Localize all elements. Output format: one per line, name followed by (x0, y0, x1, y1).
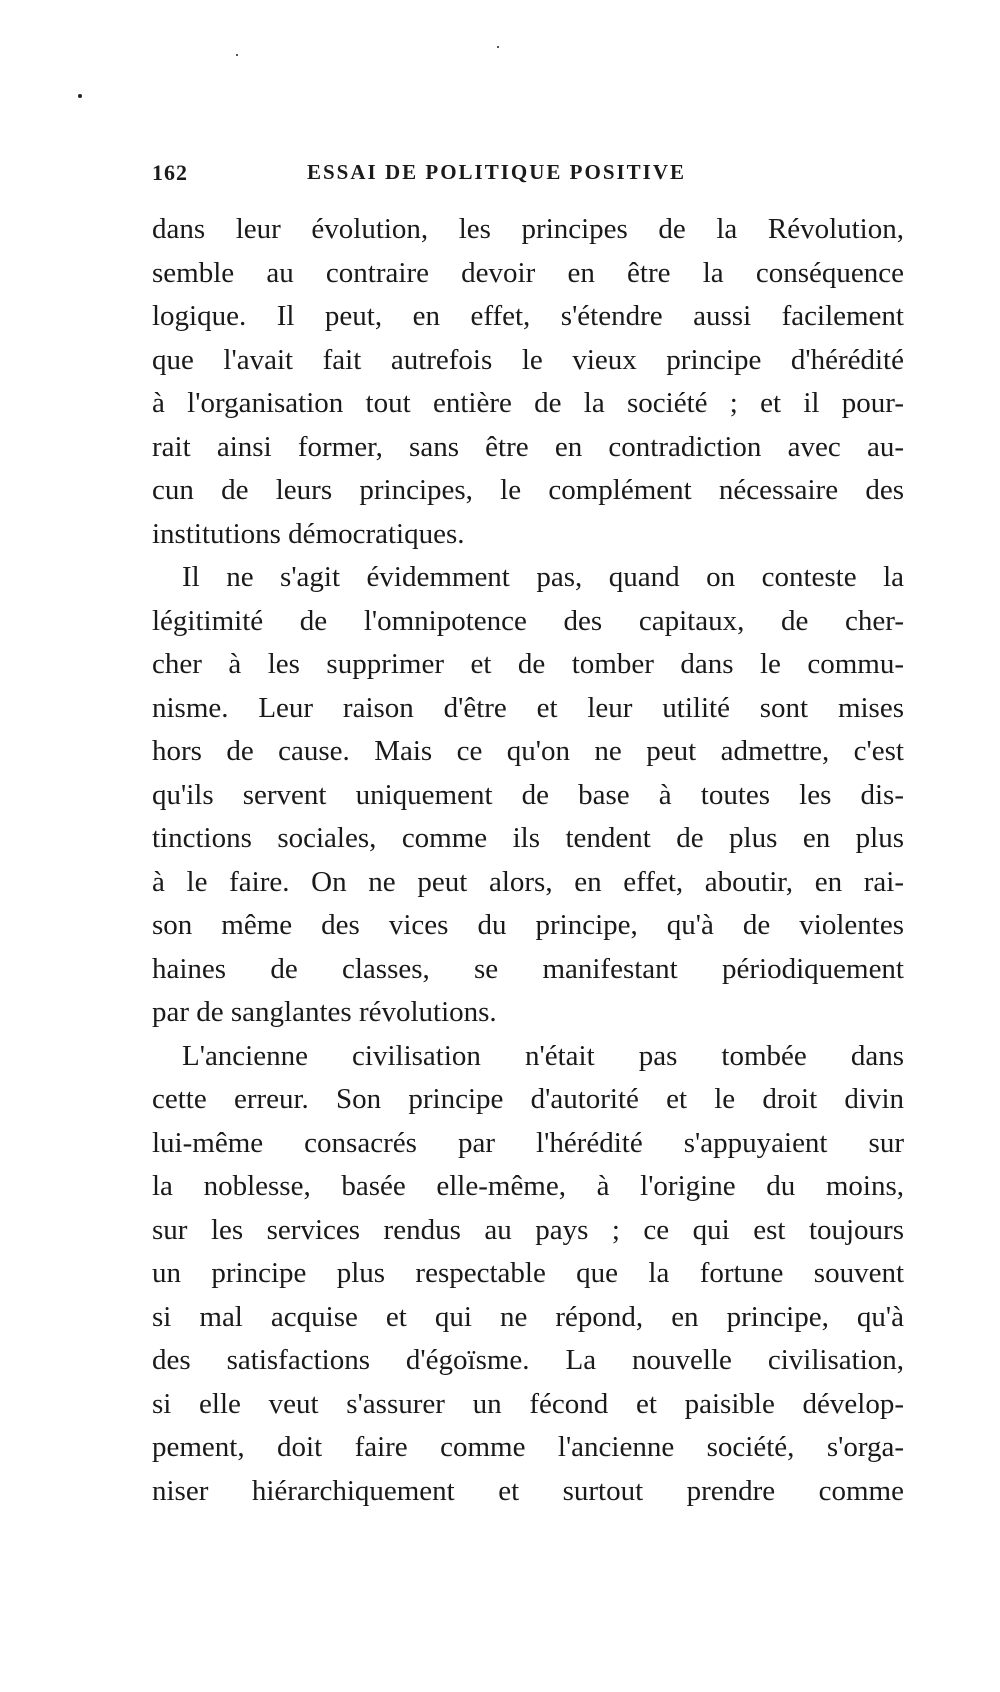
text-line: nisme. Leur raison d'être et leur utilité sont mises (152, 691, 904, 724)
text-line: hors de cause. Mais ce qu'on ne peut admettre, c'est (152, 735, 904, 767)
text-line: tinctions sociales, comme ils tendent de plus en plus (152, 822, 904, 854)
text-line: cher à les supprimer et de tomber dans le commu- (152, 648, 904, 680)
text-line: son même des vices du principe, qu'à de violentes (152, 909, 904, 941)
print-speck (236, 54, 238, 56)
text-line: sur les services rendus au pays ; ce qui est toujours (152, 1213, 904, 1246)
text-line: Il ne s'agit évidemment pas, quand on conteste la (182, 561, 904, 593)
text-line: rait ainsi former, sans être en contradiction avec au- (152, 430, 904, 463)
text-line: qu'ils servent uniquement de base à toutes les dis- (152, 778, 904, 811)
text-line: L'ancienne civilisation n'était pas tombée dans (182, 1039, 904, 1072)
text-line: dans leur évolution, les principes de la Révolution, (152, 213, 904, 245)
text-line: par de sanglantes révolutions. (152, 996, 497, 1028)
print-speck (78, 94, 82, 98)
text-line: haines de classes, se manifestant périodiquement (152, 952, 904, 985)
text-line: lui-même consacrés par l'hérédité s'appuyaient sur (152, 1126, 904, 1159)
text-line: légitimité de l'omnipotence des capitaux, de cher- (152, 604, 904, 637)
text-line: logique. Il peut, en effet, s'étendre aussi facilement (152, 300, 904, 332)
text-line: niser hiérarchiquement et surtout prendre comme (152, 1474, 904, 1507)
print-speck (497, 46, 499, 48)
text-line: à l'organisation tout entière de la société ; et il pour- (152, 387, 904, 419)
text-line: si elle veut s'assurer un fécond et paisible dévelop- (152, 1387, 904, 1420)
text-line: la noblesse, basée elle-même, à l'origine du moins, (152, 1170, 904, 1202)
page-number: 162 (152, 160, 188, 185)
text-line: cette erreur. Son principe d'autorité et le droit divin (152, 1083, 904, 1115)
page-header (152, 160, 904, 190)
text-line: à le faire. On ne peut alors, en effet, aboutir, en rai- (152, 865, 904, 898)
text-line: un principe plus respectable que la fortune souvent (152, 1257, 904, 1289)
text-line: des satisfactions d'égoïsme. La nouvelle civilisation, (152, 1344, 904, 1376)
text-line: institutions démocratiques. (152, 517, 465, 550)
text-line: que l'avait fait autrefois le vieux principe d'hérédité (152, 343, 904, 376)
running-head: ESSAI DE POLITIQUE POSITIVE (307, 160, 687, 184)
text-line: pement, doit faire comme l'ancienne société, s'orga- (152, 1431, 904, 1463)
text-line: si mal acquise et qui ne répond, en principe, qu'à (152, 1300, 904, 1333)
text-line: cun de leurs principes, le complément nécessaire des (152, 474, 904, 506)
text-line: semble au contraire devoir en être la conséquence (152, 256, 904, 289)
body-text (152, 208, 904, 1513)
